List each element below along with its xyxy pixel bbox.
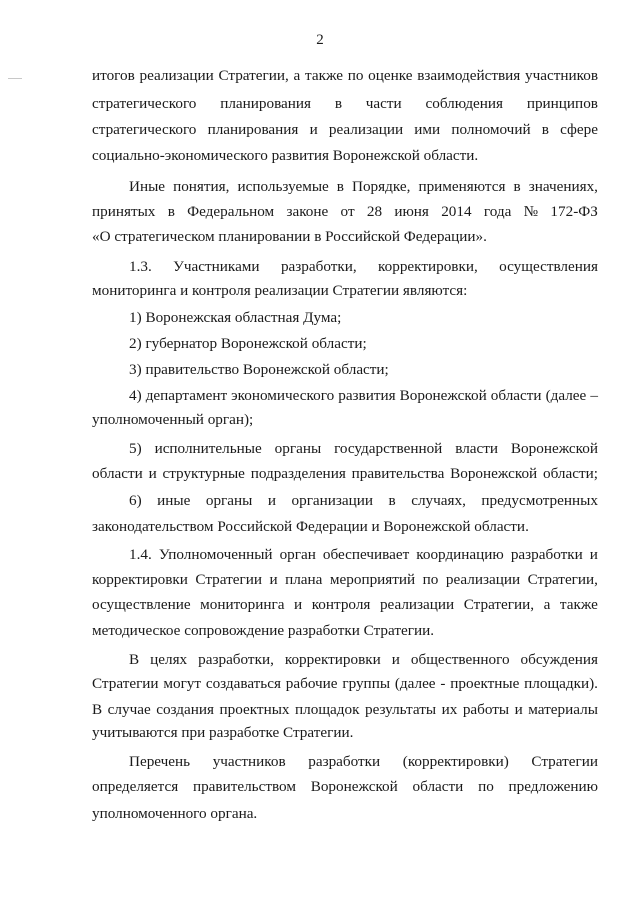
text-line: мониторинга и контроля реализации Стратегии являются: bbox=[92, 282, 468, 299]
text-line bbox=[129, 650, 598, 670]
word: (далее bbox=[545, 387, 587, 404]
word: полномочий bbox=[451, 121, 531, 138]
word: организации bbox=[291, 492, 374, 509]
text-line bbox=[92, 66, 598, 86]
word: оценке bbox=[368, 67, 413, 84]
word: в bbox=[388, 492, 396, 509]
word: Стратегии bbox=[531, 753, 598, 770]
text-line: «О стратегическом планировании в Российской Федерации». bbox=[92, 228, 487, 245]
word: обеспечивает bbox=[322, 546, 410, 563]
word: реализации bbox=[328, 121, 404, 138]
word: государственной bbox=[334, 440, 443, 457]
word: их bbox=[441, 701, 458, 718]
word: случае bbox=[107, 701, 151, 718]
word: власти bbox=[455, 440, 499, 457]
word: и bbox=[294, 596, 303, 613]
word: В bbox=[129, 651, 140, 668]
text-line bbox=[92, 94, 598, 114]
text-line bbox=[92, 777, 598, 797]
word: проектных bbox=[219, 701, 290, 718]
word: - bbox=[440, 675, 446, 692]
word: разработки bbox=[308, 753, 381, 770]
word: а bbox=[543, 596, 551, 613]
text-line bbox=[129, 177, 598, 197]
word: создания bbox=[156, 701, 214, 718]
word: значениях, bbox=[528, 178, 598, 195]
word: площадки). bbox=[524, 675, 598, 692]
word: планирования bbox=[207, 121, 299, 138]
word: в bbox=[336, 178, 344, 195]
word: области bbox=[490, 387, 542, 404]
text-line: уполномоченный орган); bbox=[92, 411, 254, 428]
word: осуществление bbox=[92, 596, 191, 613]
word: ими bbox=[414, 121, 441, 138]
word: Воронежской bbox=[510, 440, 598, 457]
word: 1.3. bbox=[129, 258, 152, 275]
word: Порядке, bbox=[352, 178, 411, 195]
word: предусмотренных bbox=[481, 492, 598, 509]
word: правительства bbox=[351, 465, 445, 482]
word: обсуждения bbox=[520, 651, 598, 668]
word: от bbox=[340, 203, 355, 220]
list-item bbox=[129, 386, 598, 406]
word: принятых bbox=[92, 203, 156, 220]
word: стратегического bbox=[92, 121, 197, 138]
word: и bbox=[269, 571, 278, 588]
word: и bbox=[267, 492, 276, 509]
word: 2014 bbox=[441, 203, 472, 220]
word: по bbox=[422, 571, 439, 588]
word: в bbox=[513, 178, 521, 195]
word: могут bbox=[163, 675, 202, 692]
text-line: социально-экономического развития Воронежской области. bbox=[92, 147, 479, 164]
word: Воронежской bbox=[399, 387, 487, 404]
word: общественного bbox=[410, 651, 510, 668]
scan-margin-mark bbox=[8, 78, 22, 79]
word: 6) bbox=[129, 492, 142, 509]
list-item: 1) Воронежская областная Дума; bbox=[129, 309, 342, 326]
word: реализации bbox=[379, 596, 455, 613]
word: создаваться bbox=[205, 675, 281, 692]
word: в bbox=[334, 95, 342, 112]
word: 4) bbox=[129, 387, 142, 404]
text-line bbox=[92, 202, 598, 222]
word: разработки, bbox=[280, 258, 357, 275]
word: также bbox=[305, 67, 343, 84]
text-line: законодательством Российской Федерации и Воронежской области. bbox=[92, 518, 529, 535]
word: реализации bbox=[139, 67, 214, 84]
text-line bbox=[129, 257, 598, 277]
word: и bbox=[514, 701, 523, 718]
word: соблюдения bbox=[425, 95, 504, 112]
word: корректировки bbox=[92, 571, 188, 588]
word: исполнительные bbox=[154, 440, 262, 457]
word: департамент bbox=[145, 387, 228, 404]
word: мониторинга bbox=[200, 596, 285, 613]
word: планирования bbox=[220, 95, 312, 112]
word: Стратегии bbox=[195, 571, 262, 588]
word: сфере bbox=[560, 121, 598, 138]
text-line bbox=[92, 120, 598, 140]
word: в bbox=[167, 203, 175, 220]
word: также bbox=[559, 596, 598, 613]
word: и bbox=[148, 465, 157, 482]
word: В bbox=[92, 701, 103, 718]
word: результаты bbox=[364, 701, 437, 718]
text-line bbox=[129, 752, 598, 772]
word: и bbox=[391, 651, 400, 668]
word: итогов bbox=[92, 67, 135, 84]
word: в bbox=[541, 121, 549, 138]
text-line bbox=[92, 674, 598, 694]
word: а bbox=[293, 67, 301, 84]
word: июня bbox=[394, 203, 429, 220]
word: Стратегии, bbox=[218, 67, 289, 84]
word: 1.4. bbox=[129, 546, 152, 563]
list-item: 2) губернатор Воронежской области; bbox=[129, 335, 367, 352]
word: структурные bbox=[162, 465, 245, 482]
word: мероприятий bbox=[329, 571, 416, 588]
word: и bbox=[589, 546, 598, 563]
word: по bbox=[347, 67, 364, 84]
word: Перечень bbox=[129, 753, 191, 770]
list-item bbox=[129, 439, 598, 459]
word: (далее bbox=[394, 675, 436, 692]
text-line: методическое сопровождение разработки Стратегии. bbox=[92, 622, 434, 639]
text-line bbox=[92, 595, 598, 615]
word: иные bbox=[157, 492, 191, 509]
word: разработки, bbox=[198, 651, 274, 668]
word: Стратегии, bbox=[463, 596, 535, 613]
word: Участниками bbox=[173, 258, 260, 275]
word: по bbox=[478, 778, 494, 795]
word: экономического bbox=[231, 387, 335, 404]
word: области bbox=[412, 778, 464, 795]
word: 28 bbox=[366, 203, 383, 220]
word: развития bbox=[338, 387, 396, 404]
word: площадок bbox=[295, 701, 360, 718]
word: Стратегии, bbox=[527, 571, 598, 588]
word: стратегического bbox=[92, 95, 197, 112]
word: области; bbox=[542, 465, 598, 482]
word: осуществления bbox=[499, 258, 598, 275]
word: Иные bbox=[129, 178, 166, 195]
list-item: 3) правительство Воронежской области; bbox=[129, 361, 389, 378]
text-line: учитываются при разработке Стратегии. bbox=[92, 724, 354, 741]
word: координацию bbox=[416, 546, 504, 563]
word: плана bbox=[285, 571, 323, 588]
word: контроля bbox=[311, 596, 371, 613]
word: и bbox=[309, 121, 318, 138]
word: органы bbox=[205, 492, 253, 509]
list-item bbox=[129, 491, 598, 511]
word: подразделения bbox=[250, 465, 346, 482]
word: 5) bbox=[129, 440, 142, 457]
text-line bbox=[92, 464, 598, 484]
word: взаимодействия bbox=[417, 67, 521, 84]
word: предложению bbox=[508, 778, 598, 795]
word: (корректировки) bbox=[402, 753, 509, 770]
word: работы bbox=[462, 701, 510, 718]
word: применяются bbox=[418, 178, 506, 195]
word: Федеральном bbox=[187, 203, 275, 220]
word: 172-ФЗ bbox=[550, 203, 598, 220]
word: Уполномоченный bbox=[158, 546, 273, 563]
word: корректировки bbox=[284, 651, 381, 668]
word: разработки bbox=[510, 546, 583, 563]
word: участников bbox=[212, 753, 286, 770]
word: года bbox=[483, 203, 512, 220]
text-line bbox=[92, 700, 598, 720]
word: определяется bbox=[92, 778, 179, 795]
word: корректировки, bbox=[378, 258, 478, 275]
word: части bbox=[365, 95, 402, 112]
word: области bbox=[92, 465, 143, 482]
word: органы bbox=[274, 440, 322, 457]
word: Стратегии bbox=[92, 675, 159, 692]
word: целях bbox=[150, 651, 188, 668]
word: – bbox=[590, 387, 598, 404]
word: Воронежской bbox=[450, 465, 538, 482]
word: орган bbox=[279, 546, 316, 563]
page-number: 2 bbox=[316, 32, 324, 48]
text-line: уполномоченного органа. bbox=[92, 805, 258, 822]
word: реализации bbox=[445, 571, 521, 588]
word: материалы bbox=[528, 701, 598, 718]
word: используемые bbox=[237, 178, 329, 195]
word: группы bbox=[342, 675, 391, 692]
word: принципов bbox=[526, 95, 598, 112]
text-line bbox=[92, 570, 598, 590]
word: понятия, bbox=[173, 178, 230, 195]
word: рабочие bbox=[285, 675, 338, 692]
word: участников bbox=[525, 67, 598, 84]
text-line bbox=[129, 545, 598, 565]
word: правительством bbox=[192, 778, 296, 795]
word: случаях, bbox=[411, 492, 466, 509]
word: проектные bbox=[450, 675, 520, 692]
word: законе bbox=[286, 203, 329, 220]
word: Воронежской bbox=[310, 778, 398, 795]
word: № bbox=[523, 203, 539, 220]
